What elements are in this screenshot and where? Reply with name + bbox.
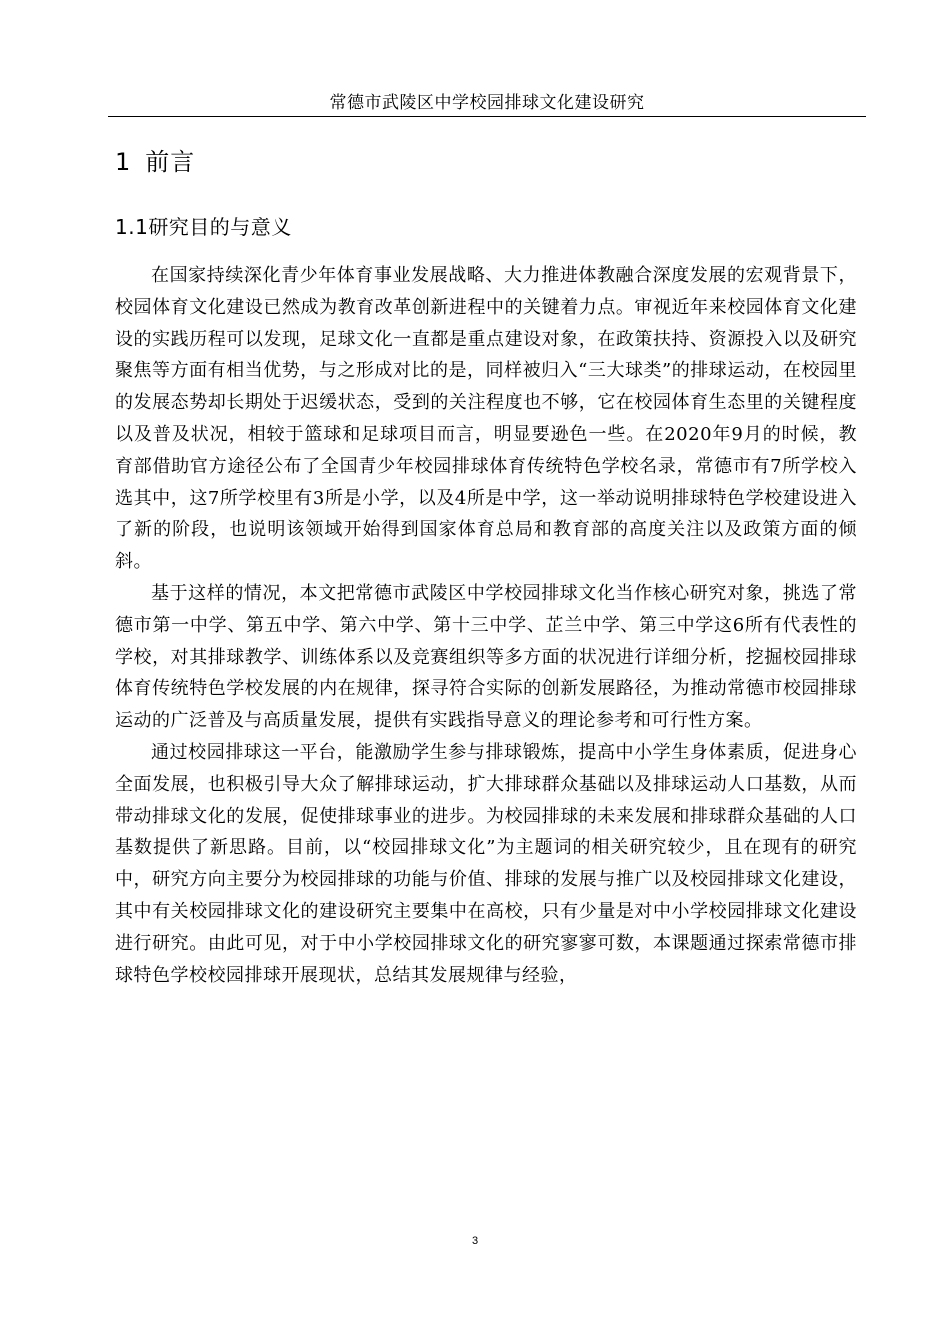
subsection-heading (115, 212, 292, 242)
subsection-title: 研究目的与意义 (148, 215, 292, 239)
section-number: 1 (115, 148, 132, 176)
section-title: 前言 (145, 148, 196, 176)
body-text (115, 260, 857, 991)
subsection-number: 1.1 (115, 215, 149, 239)
paragraph: 在国家持续深化青少年体育事业发展战略、大力推进体教融合深度发展的宏观背景下，校园体育文化建设已然成为教育改革创新进程中的关键着力点。审视近年来校园体育文化建设的实践历程可以发现，足球文化一直都是重点建设对象，在政策扶持、资源投入以及研究聚焦等方面有相当优势，与之形成对比的是，同样被归入“三大球类”的排球运动，在校园里的发展态势却长期处于迟缓状态，受到的关注程度也不够，它在校园体育生态里的关键程度以及普及状况，相较于篮球和足球项目而言，明显要逊色一些。在2020年9月的时候，教育部借助官方途径公布了全国青少年校园排球体育传统特色学校名录，常德市有7所学校入选其中，这7所学校里有3所是小学，以及4所是中学，这一举动说明排球特色学校建设进入了新的阶段，也说明该领域开始得到国家体育总局和教育部的高度关注以及政策方面的倾斜。 (115, 265, 857, 573)
paragraph: 通过校园排球这一平台，能激励学生参与排球锻炼，提高中小学生身体素质，促进身心全面发展，也积极引导大众了解排球运动，扩大排球群众基础以及排球运动人口基数，从而带动排球文化的发展，促使排球事业的进步。为校园排球的未来发展和排球群众基础的人口基数提供了新思路。目前，以“校园排球文化”为主题词的相关研究较少，且在现有的研究中，研究方向主要分为校园排球的功能与价值、排球的发展与推广以及校园排球文化建设，其中有关校园排球文化的建设研究主要集中在高校，只有少量是对中小学校园排球文化建设进行研究。由此可见，对于中小学校园排球文化的研究寥寥可数，本课题通过探索常德市排球特色学校校园排球开展现状，总结其发展规律与经验， (115, 741, 857, 986)
section-heading (115, 146, 195, 178)
page-number: 3 (471, 1235, 479, 1247)
running-header: 常德市武陵区中学校园排球文化建设研究 (329, 93, 645, 113)
header-rule (108, 116, 866, 117)
paragraph: 基于这样的情况，本文把常德市武陵区中学校园排球文化当作核心研究对象，挑选了常德市第一中学、第五中学、第六中学、第十三中学、芷兰中学、第三中学这6所有代表性的学校，对其排球教学、训练体系以及竞赛组织等多方面的状况进行详细分析，挖掘校园排球体育传统特色学校发展的内在规律，探寻符合实际的创新发展路径，为推动常德市校园排球运动的广泛普及与高质量发展，提供有实践指导意义的理论参考和可行性方案。 (115, 582, 857, 732)
